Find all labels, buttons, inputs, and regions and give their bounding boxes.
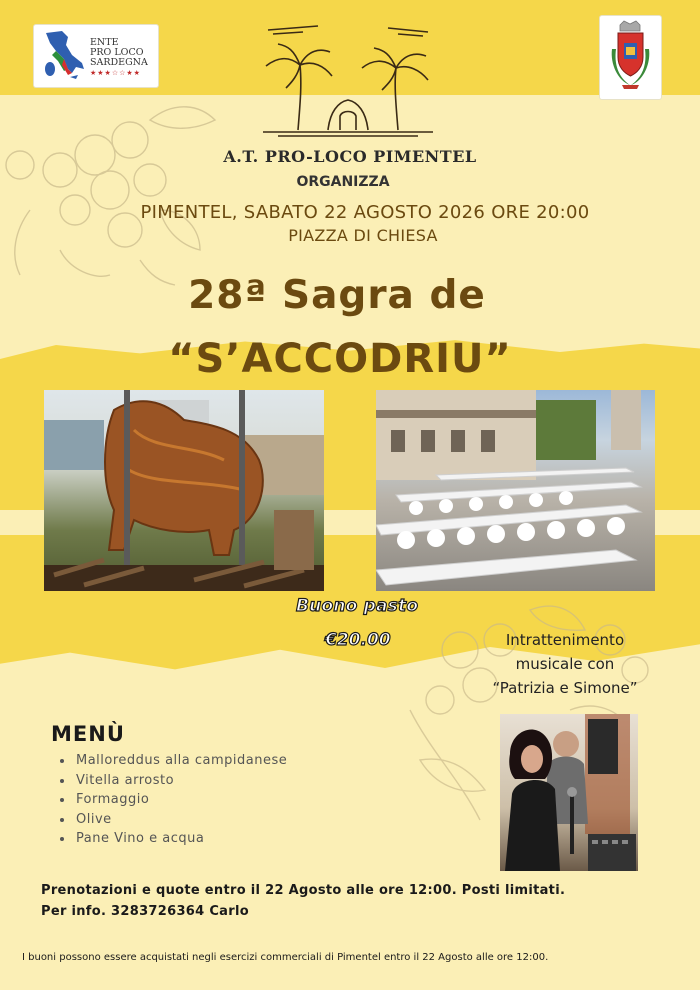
voucher-purchase-note: I buoni possono essere acquistati negli esercizi commerciali di Pimentel entro il 22 Agosto alle ore 12:00. [22, 952, 549, 963]
organizer-name: A.T. PRO-LOCO PIMENTEL [223, 147, 477, 166]
event-date-line: PIMENTEL, SABATO 22 AGOSTO 2026 ORE 20:00 [140, 202, 590, 223]
coat-of-arms-logo [600, 16, 661, 99]
entertainment-line-3: “Patrizia e Simone” [492, 679, 638, 697]
pro-loco-logo-line-1: ENTE [90, 37, 119, 48]
tables-photo [376, 390, 655, 591]
coat-of-arms-icon [604, 19, 657, 95]
pro-loco-logo-line-3: SARDEGNA [90, 57, 148, 68]
entertainment-line-2: musicale con [515, 655, 615, 673]
event-title-line-2: “S’ACCODRIU” [168, 336, 512, 382]
menu-item: • Olive [74, 810, 287, 830]
event-title-line-1: 28ª Sagra de [188, 273, 486, 318]
menu-item: • Pane Vino e acqua [74, 829, 287, 849]
menu-list [52, 751, 287, 849]
entertainment-text [465, 628, 665, 700]
menu-item: • Malloreddus alla campidanese [74, 751, 287, 771]
menu-item: • Formaggio [74, 790, 287, 810]
roast-photo [44, 390, 324, 591]
meal-voucher-label: Buono pasto [296, 596, 419, 616]
palm-trees-illustration [258, 20, 438, 140]
info-contact-text: Per info. 3283726364 Carlo [41, 904, 249, 919]
reservations-text: Prenotazioni e quote entro il 22 Agosto alle ore 12:00. Posti limitati. [41, 883, 566, 898]
organizza-label: ORGANIZZA [296, 174, 390, 190]
pro-loco-logo-stars: ★★★☆☆★★ [90, 69, 141, 77]
musicians-photo [500, 714, 638, 871]
italy-map-icon [38, 29, 88, 83]
event-place-line: PIAZZA DI CHIESA [288, 226, 438, 245]
menu-item: • Vitella arrosto [74, 771, 287, 791]
meal-voucher-price: €20.00 [325, 630, 391, 650]
pro-loco-logo-text [90, 38, 156, 78]
pro-loco-logo-line-2: PRO LOCO [90, 47, 144, 58]
pro-loco-sardegna-logo [34, 25, 158, 87]
entertainment-line-1: Intrattenimento [505, 631, 625, 649]
menu-heading: MENÙ [51, 722, 125, 746]
